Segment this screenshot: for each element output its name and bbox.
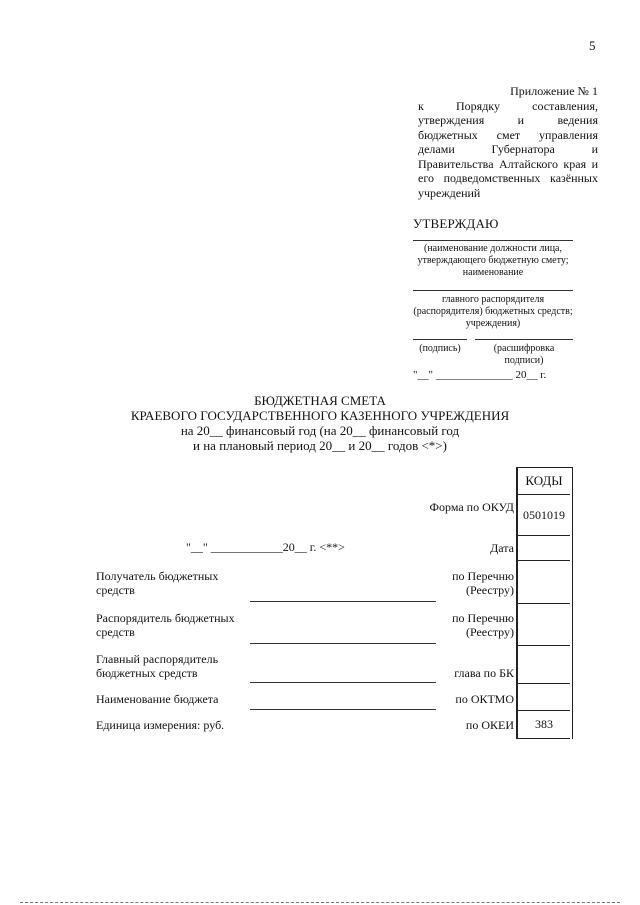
distributor-line xyxy=(250,643,436,644)
date-label: Дата xyxy=(490,541,514,555)
doc-title-line1: БЮДЖЕТНАЯ СМЕТА xyxy=(254,393,386,408)
bottom-edge xyxy=(20,902,620,903)
budget-label: Наименование бюджета xyxy=(96,692,219,706)
recipient-line xyxy=(250,601,436,602)
signature-line xyxy=(413,339,467,340)
approval-position-line xyxy=(413,240,573,241)
doc-title-line4: и на плановый период 20__ и 20__ годов <*>) xyxy=(193,438,447,453)
chief-label: Главный распорядитель бюджетных средств xyxy=(96,652,219,680)
distributor-code-label: по Перечню (Реестру) xyxy=(452,611,514,639)
appendix-heading: Приложение № 1 xyxy=(510,84,598,98)
okud-code-cell: 0501019 xyxy=(518,495,570,536)
approval-date-line: "__" ______________ 20__ г. xyxy=(413,369,547,381)
approval-manager-hint: главного распорядителя (распорядителя) бюджетных средств; учреждения) xyxy=(413,294,573,329)
page-number: 5 xyxy=(589,38,596,53)
doc-title-line3: на 20__ финансовый год (на 20__ финансовый год xyxy=(180,423,460,438)
budget-line xyxy=(250,709,436,710)
signature-hint: (подпись) xyxy=(419,343,461,354)
doc-title-line2: КРАЕВОГО ГОСУДАРСТВЕННОГО КАЗЕННОГО УЧРЕЖДЕНИЯ xyxy=(130,408,510,423)
recipient-code-cell xyxy=(518,561,570,604)
form-date-line: "__" ____________20__ г. <**> xyxy=(186,540,345,554)
okei-code-cell: 383 xyxy=(518,711,570,739)
appendix-text: к Порядку составления, утверждения и ведения бюджетных смет управления делами Губернатора и Правительства Алтайского края и его подведомственных казённых учреждений xyxy=(418,98,598,200)
oktmo-code-cell xyxy=(518,684,570,711)
distributor-code-cell xyxy=(518,604,570,646)
approval-title: УТВЕРЖДАЮ xyxy=(413,216,499,231)
codes-header: КОДЫ xyxy=(518,468,570,495)
unit-label: Единица измерения: руб. xyxy=(96,718,225,732)
chief-line xyxy=(250,682,436,683)
recipient-label: Получатель бюджетных средств xyxy=(96,569,219,597)
decoding-hint: (расшифровка подписи) xyxy=(493,343,555,366)
decoding-line xyxy=(475,339,573,340)
approval-position-hint: (наименование должности лица, утверждающего бюджетную смету; наименование xyxy=(417,243,569,278)
chief-code-label: глава по БК xyxy=(454,666,514,680)
okei-code-label: по ОКЕИ xyxy=(465,718,514,732)
date-code-cell xyxy=(518,536,570,561)
recipient-code-label: по Перечню (Реестру) xyxy=(452,569,514,597)
approval-manager-line xyxy=(413,290,573,291)
oktmo-code-label: по ОКТМО xyxy=(455,692,514,706)
okud-label: Форма по ОКУД xyxy=(429,500,514,514)
chief-code-cell xyxy=(518,646,570,684)
appendix-block xyxy=(418,84,598,200)
distributor-label: Распорядитель бюджетных средств xyxy=(96,611,235,639)
